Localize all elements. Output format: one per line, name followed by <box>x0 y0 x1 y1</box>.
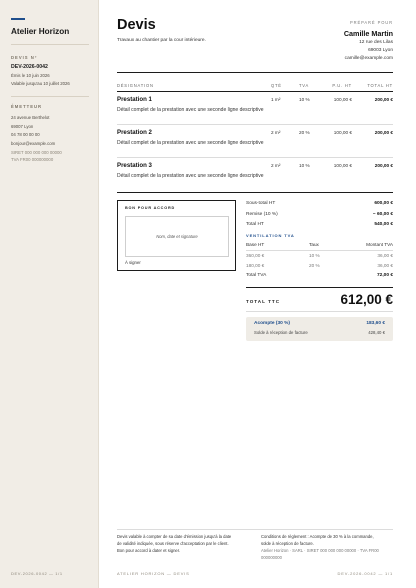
footer-company: ATELIER HORIZON — DEVIS <box>117 571 190 576</box>
vat-header-rate: Taux <box>309 242 319 247</box>
row-tva: 10 % <box>299 97 310 102</box>
ttc-bottom-rule <box>246 311 393 312</box>
total-ttc-value: 612,00 € <box>340 292 393 307</box>
total-ttc-label: TOTAL TTC <box>246 299 281 304</box>
footer-legal-line: 000000000 <box>261 555 282 560</box>
sidebar-divider <box>11 96 89 97</box>
deposit-label: Acompte (30 %) <box>254 321 290 326</box>
column-header-total: TOTAL HT <box>367 83 393 88</box>
emitter-email[interactable]: bonjour@example.com <box>11 141 56 146</box>
client-name: Camille Martin <box>343 29 393 38</box>
footer-terms-line: solde à réception de facture. <box>261 541 314 546</box>
vat-divider <box>246 250 393 251</box>
vat-row-rate: 10 % <box>309 253 320 258</box>
column-header-designation: DÉSIGNATION <box>117 83 154 88</box>
total-tva-label: Total TVA <box>246 273 267 278</box>
emitter-phone: 04 78 00 00 00 <box>11 132 40 137</box>
signature-area[interactable] <box>125 216 229 257</box>
devis-number-label: DEVIS N° <box>11 55 38 60</box>
row-description: Détail complet de la prestation avec une seconde ligne descriptive <box>117 107 264 113</box>
discount-label: Remise (10 %) <box>246 212 278 217</box>
client-address-line: 69003 Lyon <box>368 48 393 53</box>
client-label: PRÉPARÉ POUR <box>349 20 393 25</box>
emitter-label: ÉMETTEUR <box>11 104 43 109</box>
brand-accent-bar <box>11 18 25 20</box>
footer-rule <box>117 529 393 530</box>
client-address-line: 12 rue des Lilas <box>359 40 393 45</box>
vat-row-amount: 36,00 € <box>377 263 393 268</box>
row-tva: 10 % <box>299 163 310 168</box>
footer-legal-line: Atelier Horizon · SARL · SIRET 000 000 000 00000 · TVA FR00 <box>261 548 379 553</box>
vat-row-base: 360,00 € <box>246 253 265 258</box>
row-title: Prestation 2 <box>117 129 152 136</box>
deposit-value: 183,60 € <box>366 321 385 326</box>
total-ht-label: Total HT <box>246 222 264 227</box>
signature-box[interactable] <box>117 200 236 271</box>
row-total: 200,00 € <box>374 130 393 135</box>
emitter-siret: SIRET 000 000 000 00000 <box>11 150 62 155</box>
sidebar <box>0 0 99 588</box>
footer-payment-terms <box>261 533 396 561</box>
devis-number: DEV-2026-0042 <box>11 64 48 70</box>
balance-label: Solde à réception de facture <box>254 330 308 335</box>
row-total: 200,00 € <box>374 163 393 168</box>
vat-row-amount: 36,00 € <box>377 253 393 258</box>
row-unit-price: 100,00 € <box>333 97 352 102</box>
sidebar-footer: DEV-2026-0042 — 1/1 <box>11 571 63 576</box>
ttc-rule <box>246 287 393 288</box>
row-title: Prestation 1 <box>117 96 152 103</box>
client-email[interactable]: camille@example.com <box>344 56 393 61</box>
discount-value: − 60,00 € <box>372 212 393 217</box>
row-quantity: 1 m² <box>271 97 281 102</box>
signature-title: BON POUR ACCORD <box>125 206 176 210</box>
column-header-unit-price: P.U. HT <box>332 83 352 88</box>
vat-header-amount: Montant TVA <box>366 242 393 247</box>
row-description: Détail complet de la prestation avec une seconde ligne descriptive <box>117 173 264 179</box>
row-tva: 20 % <box>299 130 310 135</box>
footer-validity-line: de validité indiquée, sous réserve d'acceptation par le client. <box>117 541 229 546</box>
subtotal-value: 600,00 € <box>374 201 393 206</box>
footer-terms-line: Conditions de règlement : Acompte de 30 % à la commande, <box>261 534 374 539</box>
table-top-rule <box>117 72 393 73</box>
page-subtitle: Travaux au chantier par la cour intérieure. <box>117 38 206 43</box>
footer-validity-line: Devis valable à compter de sa date d'émission jusqu'à la date <box>117 534 232 539</box>
signature-status: À signer <box>125 260 141 265</box>
row-description: Détail complet de la prestation avec une seconde ligne descriptive <box>117 140 264 146</box>
page-title: Devis <box>117 17 156 33</box>
footer-page-number: DEV-2026-0042 — 1/1 <box>337 571 393 576</box>
vat-row-base: 180,00 € <box>246 263 265 268</box>
total-ht-value: 540,00 € <box>374 222 393 227</box>
table-header-rule <box>117 91 393 92</box>
row-unit-price: 100,00 € <box>333 163 352 168</box>
row-title: Prestation 3 <box>117 162 152 169</box>
sidebar-divider <box>11 44 89 45</box>
issue-date: Émis le 10 juin 2026 <box>11 73 50 78</box>
row-quantity: 2 m² <box>271 130 281 135</box>
emitter-address-line: 69007 Lyon <box>11 124 34 129</box>
vat-breakdown-label: VENTILATION TVA <box>246 233 295 238</box>
row-total: 200,00 € <box>374 97 393 102</box>
footer-validity-note <box>117 533 257 554</box>
column-header-tva: TVA <box>299 83 310 88</box>
subtotal-label: Sous-total HT <box>246 201 276 206</box>
row-divider <box>117 124 393 125</box>
emitter-address-line: 24 avenue Berthelot <box>11 115 50 120</box>
row-divider <box>117 157 393 158</box>
brand-name: Atelier Horizon <box>11 27 70 36</box>
emitter-tva: TVA FR00 000000000 <box>11 157 54 162</box>
row-unit-price: 100,00 € <box>333 130 352 135</box>
valid-until-date: Valable jusqu'au 10 juillet 2026 <box>11 81 70 86</box>
vat-header-base: Base HT <box>246 242 265 247</box>
signature-hint: Nom, date et signature <box>156 234 198 239</box>
column-header-quantity: QTÉ <box>271 83 282 88</box>
vat-row-rate: 20 % <box>309 263 320 268</box>
balance-value: 428,40 € <box>368 330 385 335</box>
deposit-panel <box>246 317 393 341</box>
table-bottom-rule <box>117 192 393 193</box>
total-tva-value: 72,00 € <box>376 273 393 278</box>
row-quantity: 2 m² <box>271 163 281 168</box>
footer-validity-line: Bon pour accord à dater et signer. <box>117 548 181 553</box>
